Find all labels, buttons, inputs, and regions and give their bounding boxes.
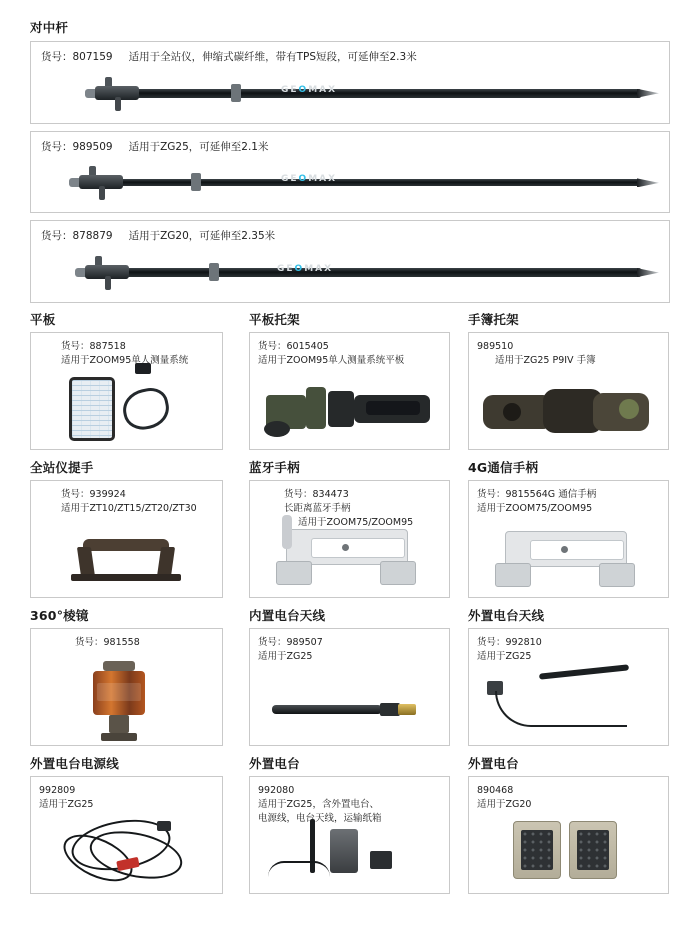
brand-label: GEOMAX bbox=[277, 264, 334, 275]
pole-sku: 货号：989509 bbox=[41, 140, 113, 153]
product-desc-2: 电源线，电台天线，运输纸箱 bbox=[258, 812, 382, 824]
product-sku: 992809 bbox=[39, 785, 76, 797]
pole-card bbox=[30, 41, 670, 124]
product-desc: 适用于ZG25，含外置电台、 bbox=[258, 798, 379, 810]
product-cell bbox=[468, 606, 669, 746]
product-cell bbox=[468, 310, 669, 450]
pole-description bbox=[41, 229, 659, 244]
pole-card bbox=[30, 220, 670, 303]
product-title: 4G通信手柄 bbox=[468, 460, 539, 476]
product-compat: 适用于ZT10/ZT15/ZT20/ZT30 bbox=[61, 502, 197, 514]
product-card bbox=[468, 776, 669, 894]
product-title: 外置电台天线 bbox=[468, 608, 545, 624]
pole-head-icon bbox=[75, 256, 129, 286]
product-cell bbox=[468, 458, 669, 598]
pole-detail: 适用于ZG20，可延伸至2.35米 bbox=[128, 230, 276, 243]
pole-description bbox=[41, 50, 659, 65]
product-title: 外置电台 bbox=[249, 756, 300, 772]
product-card bbox=[30, 776, 223, 894]
product-title: 平板托架 bbox=[249, 312, 300, 328]
product-cell bbox=[249, 458, 450, 598]
product-card bbox=[30, 628, 223, 746]
pole-head-icon bbox=[85, 77, 139, 107]
product-sku: 货号：989507 bbox=[258, 637, 323, 649]
product-compat: 适用于ZG25 bbox=[477, 650, 532, 662]
product-cell bbox=[468, 754, 669, 894]
product-compat: 适用于ZG25 P9IV 手簿 bbox=[495, 354, 596, 366]
product-sku: 989510 bbox=[477, 341, 514, 353]
product-sku: 货号：6015405 bbox=[258, 341, 329, 353]
product-sku: 货号：887518 bbox=[61, 341, 126, 353]
pole-illustration bbox=[41, 246, 659, 298]
product-card bbox=[468, 628, 669, 746]
product-cell bbox=[30, 310, 231, 450]
product-row bbox=[30, 606, 671, 746]
product-cell bbox=[30, 606, 231, 746]
product-title: 外置电台电源线 bbox=[30, 756, 119, 772]
pole-sku: 货号：878879 bbox=[41, 230, 113, 243]
pole-illustration bbox=[41, 67, 659, 119]
product-card bbox=[30, 332, 223, 450]
product-title: 手簿托架 bbox=[468, 312, 519, 328]
product-card bbox=[468, 480, 669, 598]
pole-detail: 适用于全站仪，伸缩式碳纤维，带有TPS短段，可延伸至2.3米 bbox=[128, 51, 417, 63]
product-row bbox=[30, 458, 671, 598]
product-cell bbox=[30, 458, 231, 598]
product-sku: 货号：9815564G 通信手柄 bbox=[477, 489, 597, 501]
product-card bbox=[249, 776, 450, 894]
product-cell bbox=[30, 754, 231, 894]
product-sku: 货号：939924 bbox=[61, 489, 126, 501]
pole-sku: 货号：807159 bbox=[41, 51, 113, 63]
product-card bbox=[468, 332, 669, 450]
product-compat: 适用于ZOOM95单人测量系统 bbox=[61, 354, 189, 366]
product-cell bbox=[249, 754, 450, 894]
product-card bbox=[30, 480, 223, 598]
product-row bbox=[30, 754, 671, 894]
product-cell bbox=[249, 310, 450, 450]
product-sku: 992080 bbox=[258, 785, 295, 797]
product-sku: 货号：834473 bbox=[284, 489, 349, 501]
product-cell bbox=[249, 606, 450, 746]
product-card bbox=[249, 628, 450, 746]
product-compat: 适用于ZG25 bbox=[39, 798, 94, 810]
product-row bbox=[30, 310, 671, 450]
product-title: 蓝牙手柄 bbox=[249, 460, 300, 476]
product-sku: 890468 bbox=[477, 785, 514, 797]
product-compat: 适用于ZOOM75/ZOOM95 bbox=[298, 516, 414, 528]
product-card bbox=[249, 332, 450, 450]
product-title: 内置电台天线 bbox=[249, 608, 326, 624]
brand-label: GEOMAX bbox=[281, 84, 338, 95]
pole-card bbox=[30, 131, 670, 214]
section-title-poles: 对中杆 bbox=[30, 20, 69, 35]
product-title: 平板 bbox=[30, 312, 56, 328]
pole-description bbox=[41, 140, 659, 155]
product-compat: 适用于ZG25 bbox=[258, 650, 313, 662]
product-title: 外置电台 bbox=[468, 756, 519, 772]
product-title: 全站仪提手 bbox=[30, 460, 94, 476]
pole-detail: 适用于ZG25，可延伸至2.1米 bbox=[128, 140, 269, 153]
product-sku: 货号：981558 bbox=[75, 637, 140, 649]
pole-illustration bbox=[41, 156, 659, 208]
product-compat: 适用于ZOOM95单人测量系统平板 bbox=[258, 354, 405, 366]
product-compat: 适用于ZG20 bbox=[477, 798, 532, 810]
pole-head-icon bbox=[69, 166, 123, 196]
product-sku: 货号：992810 bbox=[477, 637, 542, 649]
product-desc: 长距离蓝牙手柄 bbox=[284, 502, 351, 514]
brand-label: GEOMAX bbox=[281, 174, 338, 185]
product-title: 360°棱镜 bbox=[30, 608, 89, 624]
product-card bbox=[249, 480, 450, 598]
product-compat: 适用于ZOOM75/ZOOM95 bbox=[477, 502, 593, 514]
